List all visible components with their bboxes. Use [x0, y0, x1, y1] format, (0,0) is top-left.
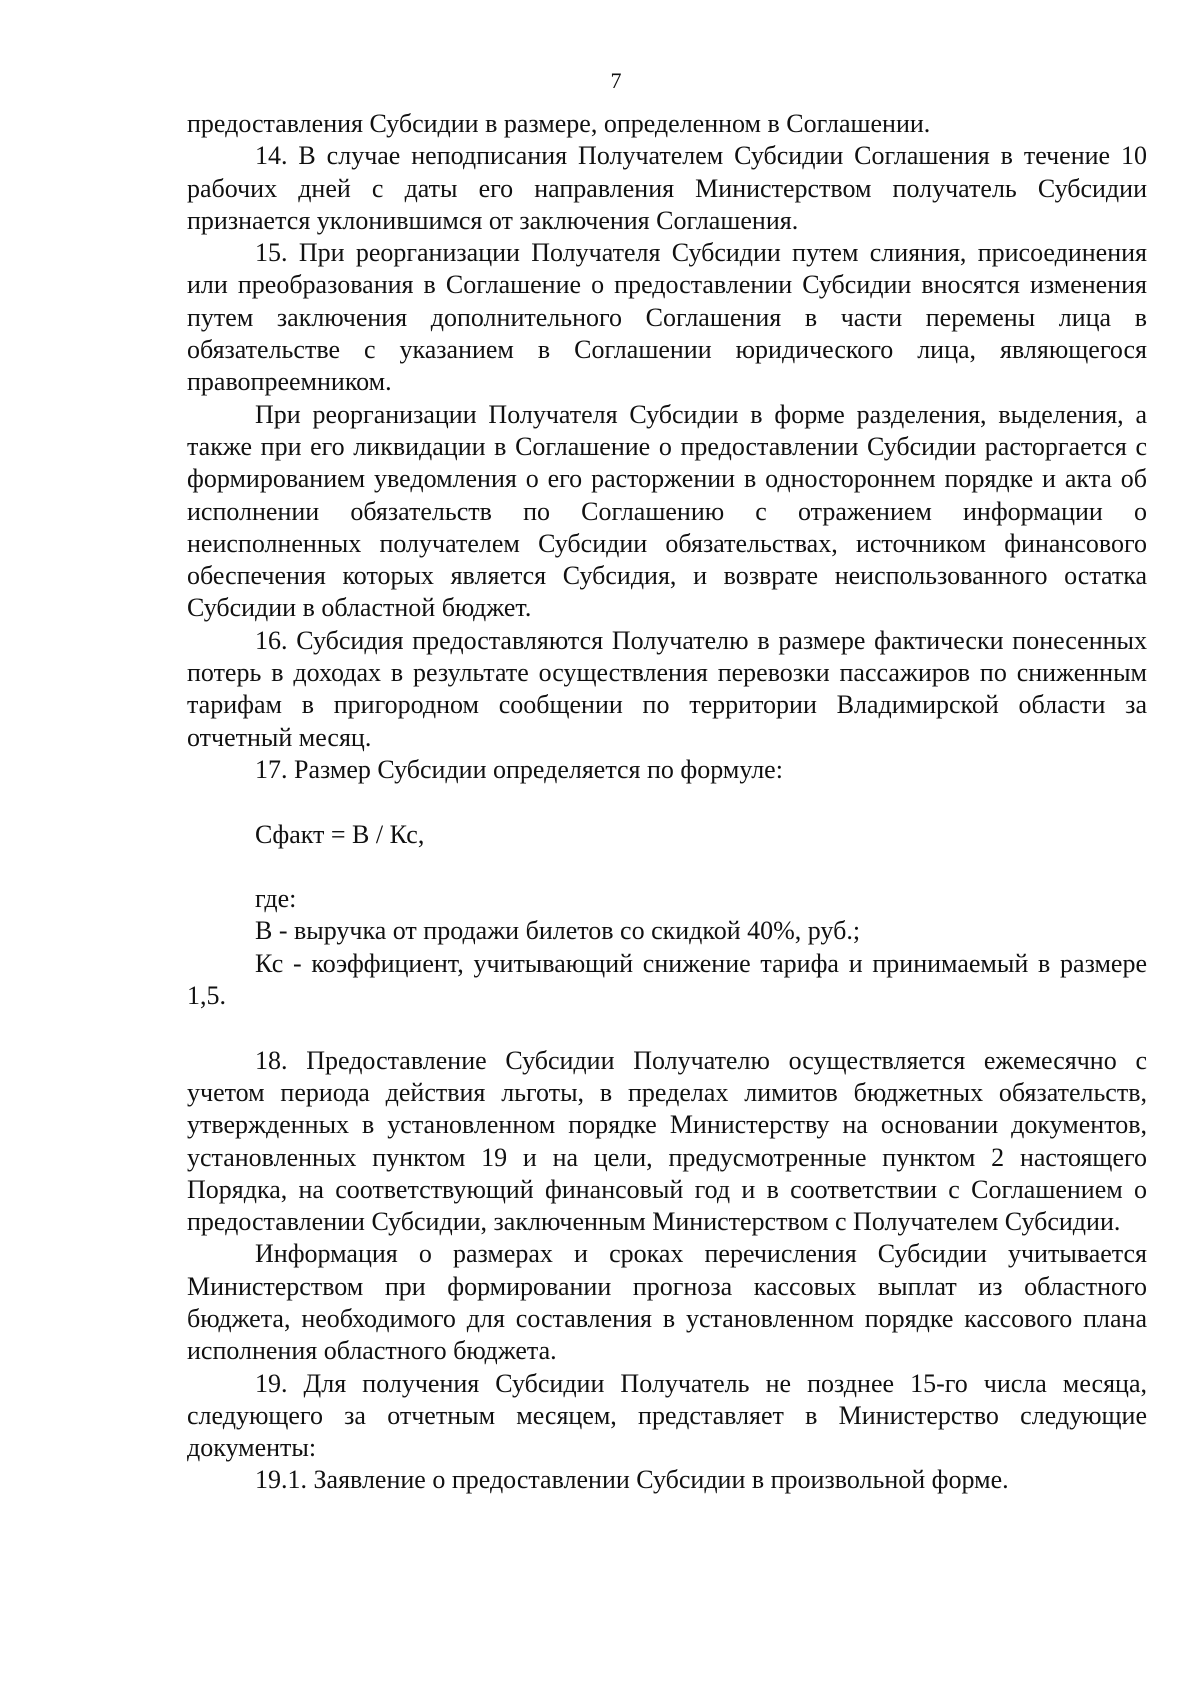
paragraph-18: 18. Предоставление Субсидии Получателю осуществляется ежемесячно с учетом периода действия льготы, в пределах лимитов бюджетных обязательств, утвержденных в установленном порядке Министерству на основании документов, установленных пунктом 19 и на цели, предусмотренные пунктом 2 настоящего Порядка, на соответствующий финансовый год и в соответствии с Соглашением о предоставлении Субсидии, заключенным Министерством с Получателем Субсидии. — [187, 1045, 1147, 1237]
spacer — [187, 851, 1147, 883]
paragraph-16: 16. Субсидия предоставляются Получателю в размере фактически понесенных потерь в доходах в результате осуществления перевозки пассажиров по сниженным тарифам в пригородном сообщении по территории Владимирской области за отчетный месяц. — [187, 625, 1147, 752]
paragraph-17: 17. Размер Субсидии определяется по формуле: — [255, 754, 783, 784]
document-body — [187, 108, 1147, 1497]
subsidy-formula: Сфакт = В / Кс, — [255, 819, 425, 849]
paragraph-18-information: Информация о размерах и сроках перечисления Субсидии учитывается Министерством при формировании прогноза кассовых выплат из областного бюджета, необходимого для составления в установленном порядке кассового плана исполнения областного бюджета. — [187, 1239, 1147, 1366]
paragraph-14: 14. В случае неподписания Получателем Субсидии Соглашения в течение 10 рабочих дней с даты его направления Министерством получатель Субсидии признается уклонившимся от заключения Соглашения. — [187, 141, 1147, 235]
paragraph-15: 15. При реорганизации Получателя Субсидии путем слияния, присоединения или преобразования в Соглашение о предоставлении Субсидии вносятся изменения путем заключения дополнительного Соглашения в части перемены лица в обязательстве с указанием в Соглашении юридического лица, являющегося правопреемником. — [187, 238, 1147, 397]
spacer — [187, 1012, 1147, 1044]
definition-b: В - выручка от продажи билетов со скидкой 40%, руб.; — [255, 916, 861, 946]
definition-kc: Кс - коэффициент, учитывающий снижение тарифа и принимаемый в размере 1,5. — [187, 948, 1147, 1011]
paragraph-19-1: 19.1. Заявление о предоставлении Субсидии в произвольной форме. — [255, 1465, 1009, 1495]
formula-where-label: где: — [255, 884, 297, 914]
paragraph-15-reorganization: При реорганизации Получателя Субсидии в форме разделения, выделения, а также при его ликвидации в Соглашение о предоставлении Субсидии расторгается с формированием уведомления о его расторжении в одностороннем порядке и акта об исполнении обязательств по Соглашению с отражением информации о неисполненных получателем Субсидии обязательствах, источником финансового обеспечения которых является Субсидия, и возврате неиспользованного остатка Субсидии в областной бюджет. — [187, 399, 1147, 623]
page-number: 7 — [610, 68, 622, 93]
spacer — [187, 786, 1147, 818]
paragraph-continuation: предоставления Субсидии в размере, определенном в Соглашении. — [187, 109, 931, 138]
paragraph-19: 19. Для получения Субсидии Получатель не позднее 15-го числа месяца, следующего за отчетным месяцем, представляет в Министерство следующие документы: — [187, 1368, 1147, 1463]
